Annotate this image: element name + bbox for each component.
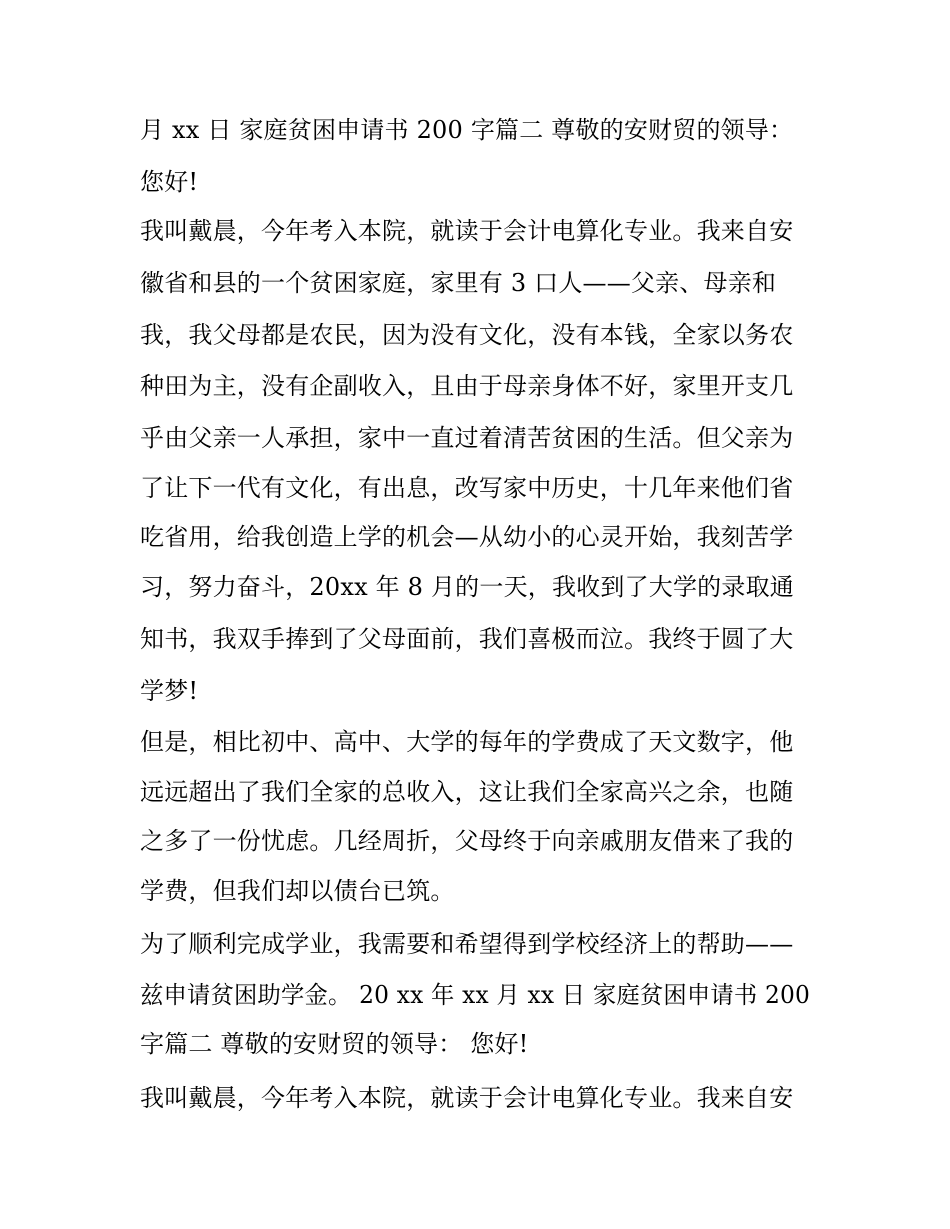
text-line: 徽省和县的一个贫困家庭，家里有 3 口人——父亲、母亲和 [140, 269, 777, 297]
text-line: 兹申请贫困助学金。 20 xx 年 xx 月 xx 日 家庭贫困申请书 200 [140, 981, 811, 1009]
text-line: 知书，我双手捧到了父母面前，我们喜极而泣。我终于圆了大 [140, 625, 794, 653]
text-line: 月 xx 日 家庭贫困申请书 200 字篇二 尊敬的安财贸的领导： [140, 116, 794, 144]
text-line: 我，我父母都是农民，因为没有文化，没有本钱，全家以务农 [140, 321, 794, 349]
text-line: 我叫戴晨，今年考入本院，就读于会计电算化专业。我来自安 [140, 217, 794, 245]
text-line: 之多了一份忧虑。几经周折，父母终于向亲戚朋友借来了我的 [140, 827, 794, 855]
text-line: 字篇二 尊敬的安财贸的领导： 您好! [140, 1030, 529, 1058]
text-line: 您好! [140, 168, 199, 196]
text-line: 我叫戴晨，今年考入本院，就读于会计电算化专业。我来自安 [140, 1084, 794, 1112]
text-line: 了让下一代有文化，有出息，改写家中历史，十几年来他们省 [140, 474, 794, 502]
text-line: 学梦! [140, 677, 199, 705]
text-line: 学费，但我们却以债台已筑。 [140, 877, 455, 905]
text-line: 乎由父亲一人承担，家中一直过着清苦贫困的生活。但父亲为 [140, 424, 794, 452]
text-line: 种田为主，没有企副收入，且由于母亲身体不好，家里开支几 [140, 372, 794, 400]
text-line: 习，努力奋斗，20xx 年 8 月的一天，我收到了大学的录取通 [140, 573, 794, 601]
text-line: 吃省用，给我创造上学的机会—从幼小的心灵开始，我刻苦学 [140, 523, 794, 551]
text-line: 但是，相比初中、高中、大学的每年的学费成了天文数字，他 [140, 728, 794, 756]
text-line: 远远超出了我们全家的总收入，这让我们全家高兴之余，也随 [140, 778, 794, 806]
text-line: 为了顺利完成学业，我需要和希望得到学校经济上的帮助—— [140, 930, 794, 958]
